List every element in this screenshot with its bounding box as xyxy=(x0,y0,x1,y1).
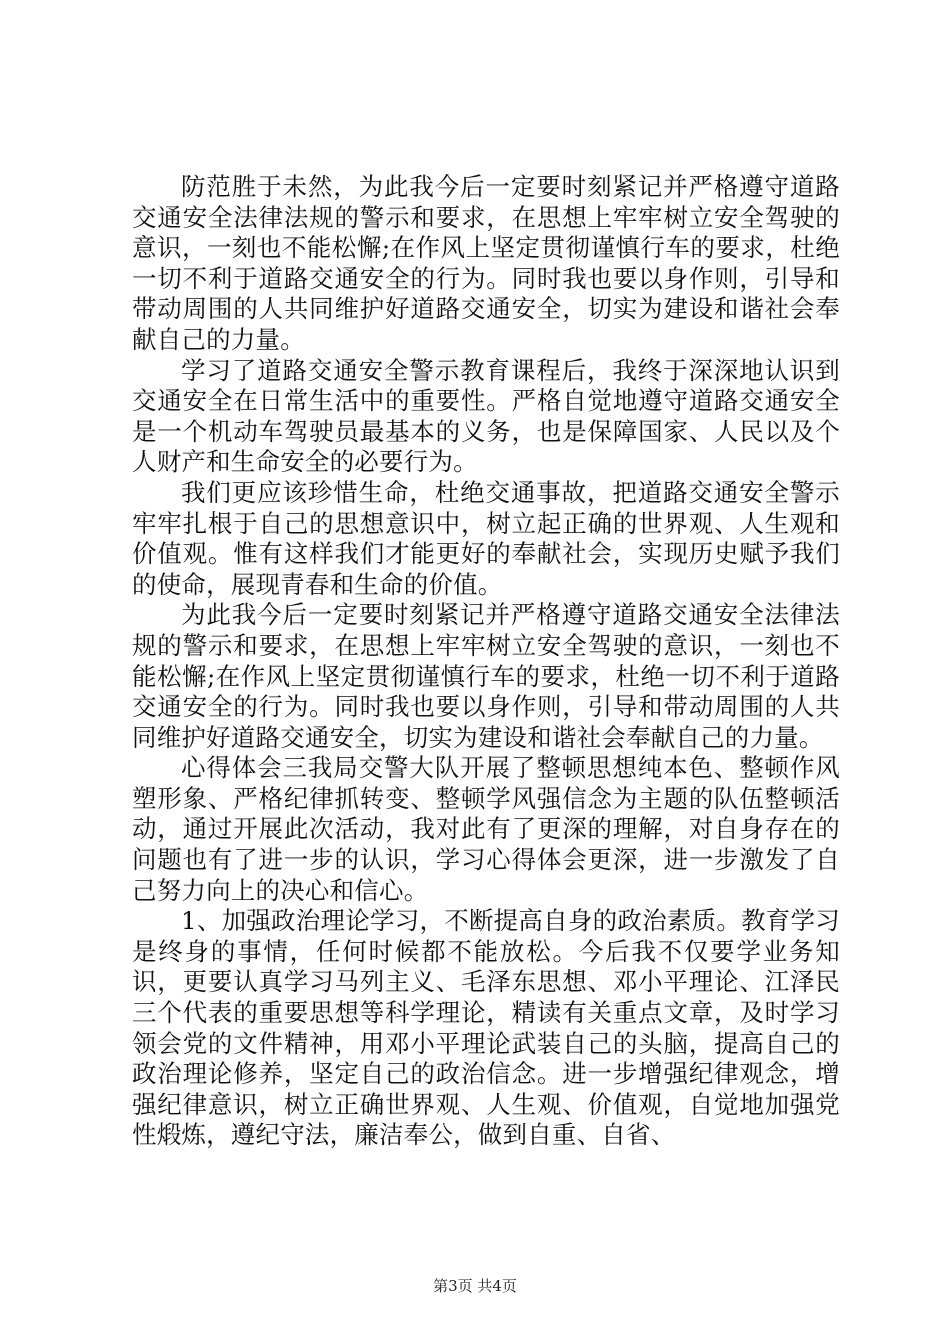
document-body xyxy=(132,172,840,1151)
paragraph-3: 我们更应该珍惜生命，杜绝交通事故，把道路交通安全警示牢牢扎根于自己的思想意识中，树立起正确的世界观、人生观和价值观。惟有这样我们才能更好的奉献社会，实现历史赋予我们的使命，展现青春和生命的价值。 xyxy=(132,477,840,599)
paragraph-4: 为此我今后一定要时刻紧记并严格遵守道路交通安全法律法规的警示和要求，在思想上牢牢树立安全驾驶的意识，一刻也不能松懈;在作风上坚定贯彻谨慎行车的要求，杜绝一切不利于道路交通安全的行为。同时我也要以身作则，引导和带动周围的人共同维护好道路交通安全，切实为建设和谐社会奉献自己的力量。 xyxy=(132,600,840,752)
paragraph-1: 防范胜于未然，为此我今后一定要时刻紧记并严格遵守道路交通安全法律法规的警示和要求，在思想上牢牢树立安全驾驶的意识，一刻也不能松懈;在作风上坚定贯彻谨慎行车的要求，杜绝一切不利于道路交通安全的行为。同时我也要以身作则，引导和带动周围的人共同维护好道路交通安全，切实为建设和谐社会奉献自己的力量。 xyxy=(132,172,840,354)
page-footer: 第3页 共4页 xyxy=(433,1277,517,1295)
paragraph-5: 心得体会三我局交警大队开展了整顿思想纯本色、整顿作风塑形象、严格纪律抓转变、整顿学风强信念为主题的队伍整顿活动，通过开展此次活动，我对此有了更深的理解，对自身存在的问题也有了进一步的认识，学习心得体会更深，进一步激发了自己努力向上的决心和信心。 xyxy=(132,753,840,905)
paragraph-2: 学习了道路交通安全警示教育课程后，我终于深深地认识到交通安全在日常生活中的重要性。严格自觉地遵守道路交通安全是一个机动车驾驶员最基本的义务，也是保障国家、人民以及个人财产和生命安全的必要行为。 xyxy=(132,355,840,477)
paragraph-6: 1、加强政治理论学习，不断提高自身的政治素质。教育学习是终身的事情，任何时候都不能放松。今后我不仅要学业务知识，更要认真学习马列主义、毛泽东思想、邓小平理论、江泽民三个代表的重要思想等科学理论，精读有关重点文章，及时学习领会党的文件精神，用邓小平理论武装自己的头脑，提高自己的政治理论修养，坚定自己的政治信念。进一步增强纪律观念，增强纪律意识，树立正确世界观、人生观、价值观，自觉地加强党性煅炼，遵纪守法，廉洁奉公，做到自重、自省、 xyxy=(132,906,840,1150)
